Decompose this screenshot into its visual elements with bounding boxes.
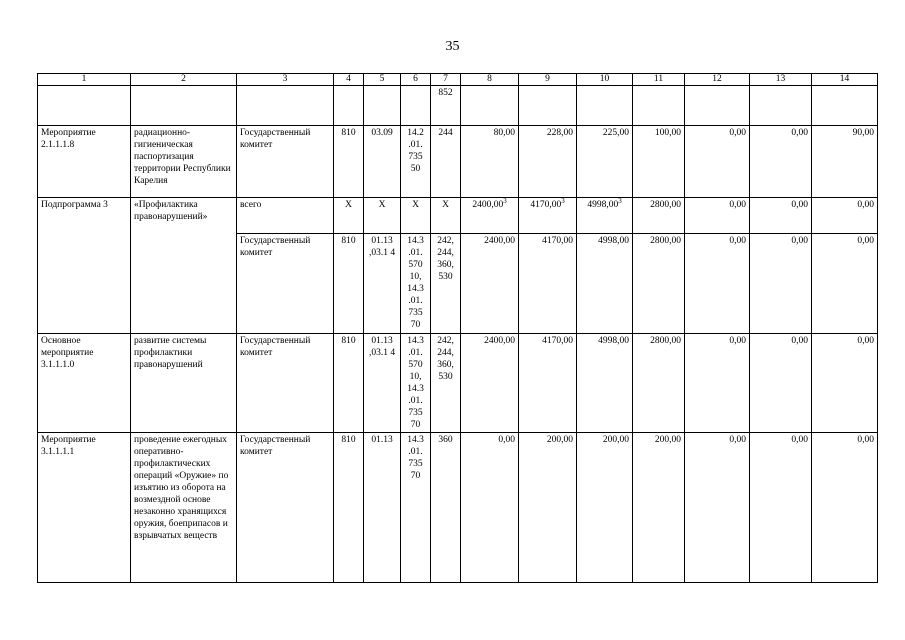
item-code: Подпрограмма 3 (38, 198, 131, 334)
table-cell: 200,00 (577, 433, 633, 583)
table-cell: 360 (431, 433, 461, 583)
table-cell (519, 198, 577, 234)
table-cell: 14.3 .01. 735 70 (401, 433, 431, 583)
table-cell (364, 86, 401, 126)
table-cell: 810 (334, 334, 364, 433)
header-cell: 12 (685, 74, 750, 86)
table-cell: 0,00 (750, 198, 812, 234)
table-cell: X (431, 198, 461, 234)
table-cell: 2400,00 (461, 334, 519, 433)
header-cell: 1 (38, 74, 131, 86)
table-cell: 0,00 (812, 198, 878, 234)
table-cell: 0,00 (750, 234, 812, 334)
table-cell: 01.13 ,03.1 4 (364, 234, 401, 334)
header-row (38, 74, 878, 86)
budget-table (37, 73, 878, 583)
table-cell: 4998,00 (577, 234, 633, 334)
table-cell: 244 (431, 126, 461, 198)
table-cell (577, 86, 633, 126)
item-description: проведение ежегодных оперативно-профилактических операций «Оружие» по изъятию из оборота на возмездной основе незаконно хранящихся оружия, боеприпасов и взрывчатых веществ (131, 433, 237, 583)
table-cell: 0,00 (812, 234, 878, 334)
header-cell: 3 (237, 74, 334, 86)
table-cell: 03.09 (364, 126, 401, 198)
executor: Государственный комитет (237, 234, 334, 334)
table-cell (577, 198, 633, 234)
table-cell: 852 (431, 86, 461, 126)
footnote-mark: 3 (618, 197, 622, 205)
table-cell: 01.13 (364, 433, 401, 583)
table-cell: 0,00 (750, 334, 812, 433)
header-cell: 5 (364, 74, 401, 86)
table-row (38, 433, 878, 583)
table-cell: 4170,00 (519, 334, 577, 433)
table-cell: X (401, 198, 431, 234)
table-cell: 225,00 (577, 126, 633, 198)
table-cell (812, 86, 878, 126)
table-cell: 14.2 .01. 735 50 (401, 126, 431, 198)
table-cell: 810 (334, 234, 364, 334)
executor: Государственный комитет (237, 433, 334, 583)
item-description: развитие системы профилактики правонарушений (131, 334, 237, 433)
table-cell (461, 198, 519, 234)
table-cell: 228,00 (519, 126, 577, 198)
header-cell: 6 (401, 74, 431, 86)
table-cell: 810 (334, 126, 364, 198)
table-cell (633, 86, 685, 126)
table-cell: 0,00 (812, 334, 878, 433)
table-cell (38, 86, 131, 126)
table-cell: 2800,00 (633, 198, 685, 234)
item-code: Мероприятие 2.1.1.1.8 (38, 126, 131, 198)
table-cell: 0,00 (750, 433, 812, 583)
header-cell: 7 (431, 74, 461, 86)
table-cell: 4998,00 (577, 334, 633, 433)
table-cell: 200,00 (633, 433, 685, 583)
table-cell: 0,00 (685, 126, 750, 198)
value: 2400,00 (472, 200, 504, 210)
table-row (38, 334, 878, 433)
table-cell: 0,00 (461, 433, 519, 583)
table-row (38, 198, 878, 234)
table-cell: 90,00 (812, 126, 878, 198)
table-row (38, 86, 878, 126)
table-cell: 0,00 (685, 198, 750, 234)
table-cell: 2800,00 (633, 334, 685, 433)
executor: Государственный комитет (237, 126, 334, 198)
table-cell: 200,00 (519, 433, 577, 583)
header-cell: 11 (633, 74, 685, 86)
value: 4998,00 (587, 200, 619, 210)
header-cell: 13 (750, 74, 812, 86)
table-cell: 242, 244, 360, 530 (431, 234, 461, 334)
table-cell: 01.13 ,03.1 4 (364, 334, 401, 433)
table-cell (237, 86, 334, 126)
table-cell: 2400,00 (461, 234, 519, 334)
item-code: Основное мероприятие 3.1.1.1.0 (38, 334, 131, 433)
table-cell: 100,00 (633, 126, 685, 198)
footnote-mark: 3 (503, 197, 507, 205)
table-cell: 242, 244, 360, 530 (431, 334, 461, 433)
table-cell: X (364, 198, 401, 234)
header-cell: 2 (131, 74, 237, 86)
table-cell (461, 86, 519, 126)
value: 4170,00 (530, 200, 562, 210)
table-cell: 14.3 .01. 570 10, 14.3 .01. 735 70 (401, 234, 431, 334)
table-cell: 0,00 (685, 234, 750, 334)
item-code: Мероприятие 3.1.1.1.1 (38, 433, 131, 583)
header-cell: 9 (519, 74, 577, 86)
table-cell (131, 86, 237, 126)
table-cell: X (334, 198, 364, 234)
table-cell: 0,00 (685, 334, 750, 433)
table-row (38, 126, 878, 198)
table-cell (750, 86, 812, 126)
header-cell: 4 (334, 74, 364, 86)
table-cell: 0,00 (685, 433, 750, 583)
table-cell: 4170,00 (519, 234, 577, 334)
table-cell (401, 86, 431, 126)
executor: Государственный комитет (237, 334, 334, 433)
header-cell: 14 (812, 74, 878, 86)
executor: всего (237, 198, 334, 234)
table-cell (334, 86, 364, 126)
item-description: «Профилактика правонарушений» (131, 198, 237, 334)
table-cell: 0,00 (750, 126, 812, 198)
item-description: радиационно-гигиеническая паспортизация территории Республики Карелия (131, 126, 237, 198)
table-cell: 810 (334, 433, 364, 583)
footnote-mark: 3 (561, 197, 565, 205)
table-cell: 80,00 (461, 126, 519, 198)
table-cell: 2800,00 (633, 234, 685, 334)
table-cell: 0,00 (812, 433, 878, 583)
table-cell (519, 86, 577, 126)
header-cell: 10 (577, 74, 633, 86)
table-cell (685, 86, 750, 126)
table-cell: 14.3 .01. 570 10, 14.3 .01. 735 70 (401, 334, 431, 433)
page-number: 35 (445, 39, 460, 54)
header-cell: 8 (461, 74, 519, 86)
